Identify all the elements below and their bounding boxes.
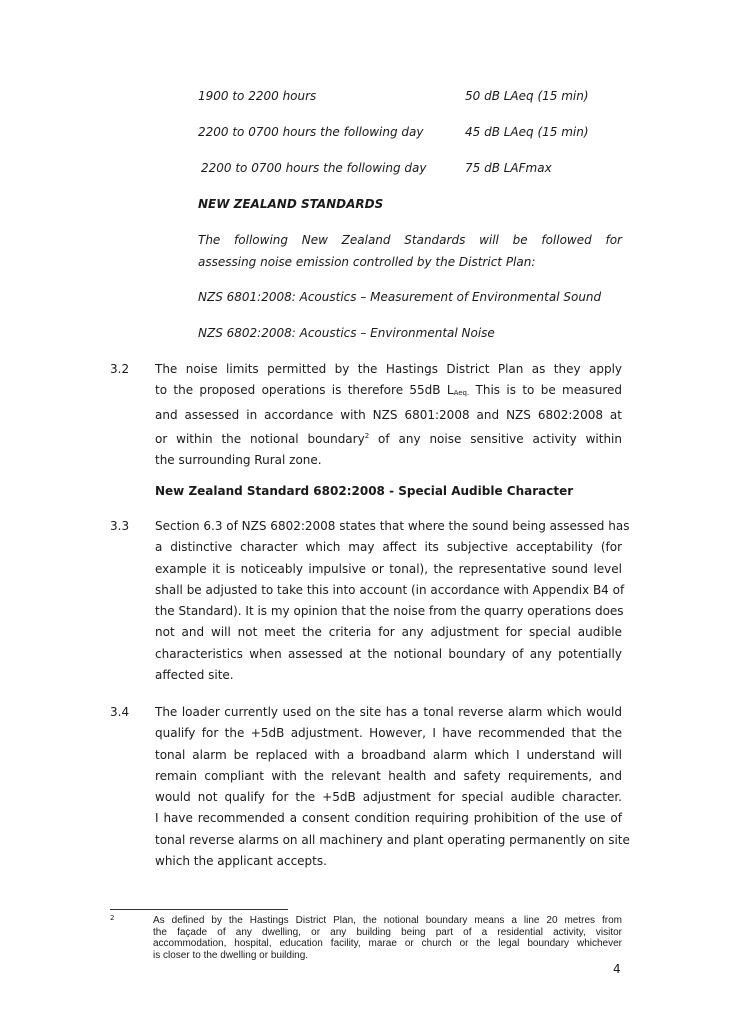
- text-line: I have recommended a consent condition requiring prohibition of the use of: [155, 811, 622, 826]
- page-number: 4: [613, 962, 621, 976]
- time-period: 2200 to 0700 hours the following day: [201, 161, 427, 175]
- time-period: 1900 to 2200 hours: [198, 89, 317, 103]
- text-line: is closer to the dwelling or building.: [153, 949, 309, 961]
- text-line: characteristics when assessed at the notional boundary of any potentially: [155, 646, 622, 661]
- text-line: accommodation, hospital, education facility, marae or church or the legal boundary whichever: [153, 938, 622, 949]
- text-line: tonal reverse alarms on all machinery and plant operating permanently on site: [155, 832, 630, 847]
- paragraph-3-4: [155, 702, 630, 872]
- noise-limit-row: [198, 125, 589, 139]
- text-line: The following New Zealand Standards will be followed for: [198, 233, 622, 247]
- text-line: example it is noticeably impulsive or tonal), the representative sound level: [155, 561, 622, 576]
- text-line: tonal alarm be replaced with a broadband alarm which I understand will: [155, 747, 622, 762]
- noise-limit-value: 75 dB LAFmax: [465, 161, 552, 175]
- text-line: qualify for the +5dB adjustment. However, I have recommended that the: [155, 726, 622, 741]
- text-line: would not qualify for the +5dB adjustment for special audible character.: [155, 790, 622, 805]
- footnote-reference: 2: [364, 431, 370, 440]
- paragraph-3-2: [155, 359, 622, 471]
- time-period: 2200 to 0700 hours the following day: [198, 125, 424, 139]
- text-line: and assessed in accordance with NZS 6801:2008 and NZS 6802:2008 at: [155, 407, 622, 422]
- text-line: The noise limits permitted by the Hastings District Plan as they apply: [155, 362, 622, 376]
- text-line: to the proposed operations is therefore 55dB $L_{Aeq.}$ This is to be measured: [155, 383, 622, 398]
- text-line: the surrounding Rural zone.: [155, 453, 322, 468]
- text-line: The loader currently used on the site has a tonal reverse alarm which would: [155, 705, 622, 719]
- text-line: remain compliant with the relevant health and safety requirements, and: [155, 768, 622, 783]
- text-line: not and will not meet the criteria for any adjustment for special audible: [155, 625, 622, 640]
- standard-item: NZS 6801:2008: Acoustics – Measurement of Environmental Sound: [198, 290, 602, 304]
- section-heading: New Zealand Standard 6802:2008 - Special Audible Character: [155, 484, 574, 498]
- text-line: Section 6.3 of NZS 6802:2008 states that where the sound being assessed has: [155, 519, 630, 533]
- footnote-text: [153, 915, 622, 961]
- paragraph-number: 3.2: [110, 362, 130, 376]
- nz-standards-intro: [198, 229, 622, 273]
- paragraph-number: 3.4: [110, 705, 130, 719]
- nz-standards-heading: NEW ZEALAND STANDARDS: [198, 197, 384, 211]
- noise-limit-row: [198, 89, 589, 103]
- text-line: affected site.: [155, 668, 234, 683]
- subscript: Aeq.: [453, 389, 470, 398]
- text-line: which the applicant accepts.: [155, 854, 327, 869]
- text-line: As defined by the Hastings District Plan, the notional boundary means a line 20 metres from: [153, 915, 622, 926]
- text-line: the façade of any dwelling, or any building being part of a residential activity, visitor: [153, 926, 622, 938]
- footnote-number: 2: [110, 914, 115, 922]
- standard-item: NZS 6802:2008: Acoustics – Environmental Noise: [198, 326, 495, 340]
- text-line: assessing noise emission controlled by the District Plan:: [198, 255, 536, 269]
- noise-limit-value: 50 dB LAeq (15 min): [465, 89, 589, 103]
- noise-limit-value: 45 dB LAeq (15 min): [465, 125, 589, 139]
- paragraph-3-3: [155, 516, 630, 686]
- text-line: shall be adjusted to take this into account (in accordance with Appendix B4 of: [155, 582, 625, 597]
- paragraph-number: 3.3: [110, 519, 130, 533]
- noise-limit-row: [198, 161, 552, 175]
- text-line: or within the notional boundary$^2$ of any noise sensitive activity within: [155, 431, 622, 446]
- text-line: the Standard). It is my opinion that the noise from the quarry operations does: [155, 604, 624, 619]
- footnote-separator: [110, 909, 288, 910]
- text-line: a distinctive character which may affect its subjective acceptability (for: [155, 540, 622, 555]
